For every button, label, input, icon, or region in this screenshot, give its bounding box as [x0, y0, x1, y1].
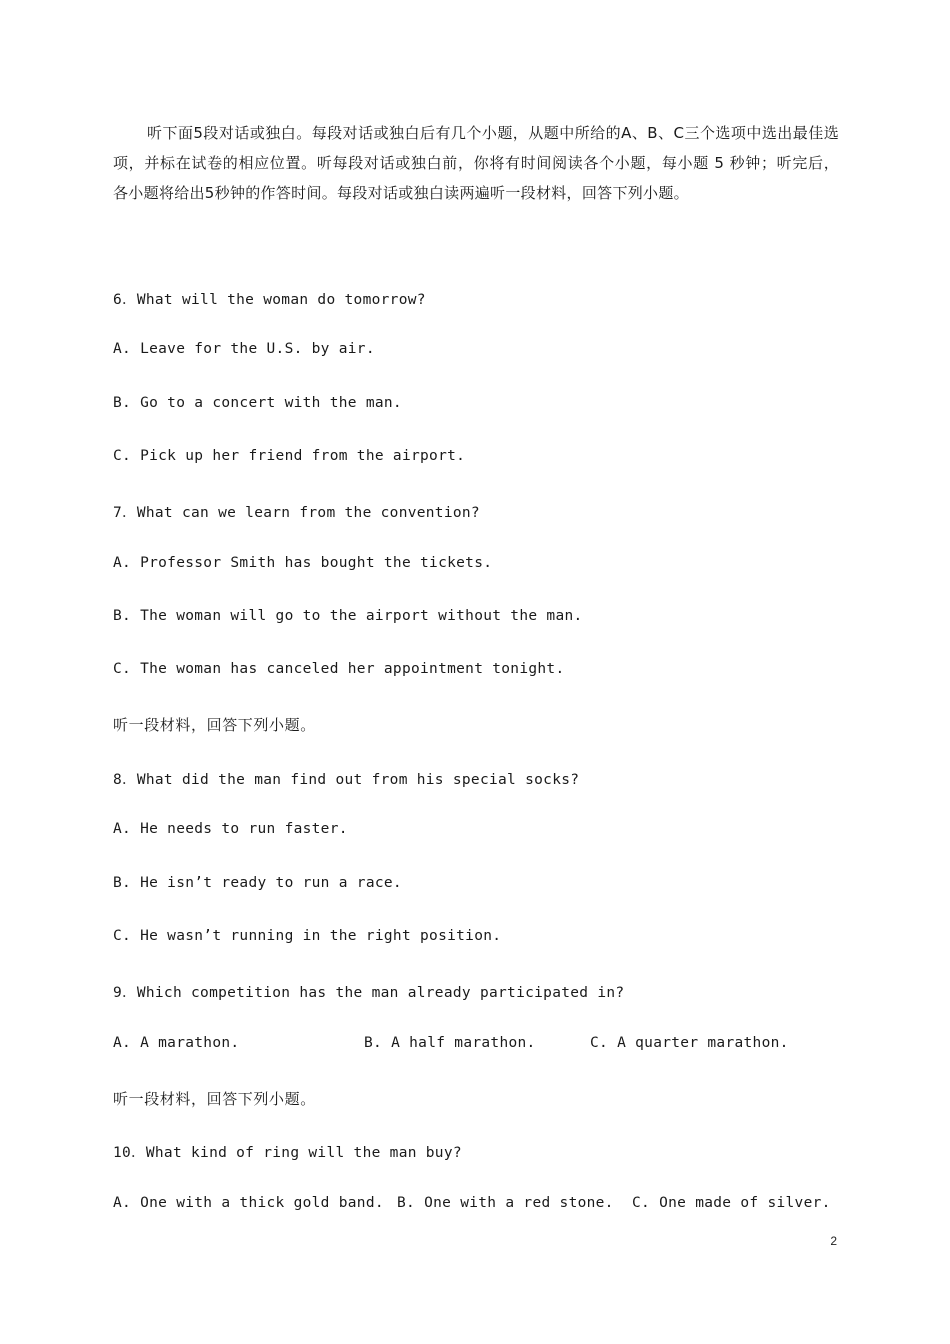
question-10-options — [113, 1195, 831, 1211]
question-8: 8．What did the man find out from his special socks? — [113, 772, 580, 788]
question-6: 6．What will the woman do tomorrow? — [113, 292, 426, 308]
question-7-option-a: A. Professor Smith has bought the tickets. — [113, 555, 493, 571]
question-8-option-b: B. He isn’t ready to run a race. — [113, 875, 402, 891]
question-6-option-b: B. Go to a concert with the man. — [113, 395, 402, 411]
question-9-options — [113, 1035, 789, 1051]
question-9-option-c: C. A quarter marathon. — [590, 1035, 789, 1051]
question-10-option-b: B. One with a red stone. — [397, 1195, 614, 1211]
question-9-option-b: B. A half marathon. — [364, 1035, 536, 1051]
question-8-option-a: A. He needs to run faster. — [113, 821, 348, 837]
question-6-option-a: A. Leave for the U.S. by air. — [113, 341, 375, 357]
question-10: 10．What kind of ring will the man buy? — [113, 1145, 462, 1161]
question-10-option-a: A. One with a thick gold band. — [113, 1195, 384, 1211]
question-7: 7．What can we learn from the convention? — [113, 505, 480, 521]
question-6-option-c: C. Pick up her friend from the airport. — [113, 448, 466, 464]
page-number: 2 — [830, 1234, 837, 1248]
section-heading: 听一段材料，回答下列小题。 — [113, 1090, 316, 1108]
question-10-option-c: C. One made of silver. — [632, 1195, 831, 1211]
question-7-option-c: C. The woman has canceled her appointment tonight. — [113, 661, 565, 677]
question-7-option-b: B. The woman will go to the airport without the man. — [113, 608, 583, 624]
question-8-option-c: C. He wasn’t running in the right position. — [113, 928, 502, 944]
question-9-option-a: A. A marathon. — [113, 1035, 240, 1051]
section-heading: 听一段材料，回答下列小题。 — [113, 716, 316, 734]
instructions-paragraph: 听下面5段对话或独白。每段对话或独白后有几个小题，从题中所给的A、B、C三个选项中选出最佳选项，并标在试卷的相应位置。听每段对话或独白前，你将有时间阅读各个小题，每小题 5 秒钟；听完后， 各小题将给出5秒钟的作答时间。每段对话或独白读两遍听一段材料，回答下列小题。 — [113, 124, 839, 202]
question-9: 9．Which competition has the man already participated in? — [113, 985, 625, 1001]
